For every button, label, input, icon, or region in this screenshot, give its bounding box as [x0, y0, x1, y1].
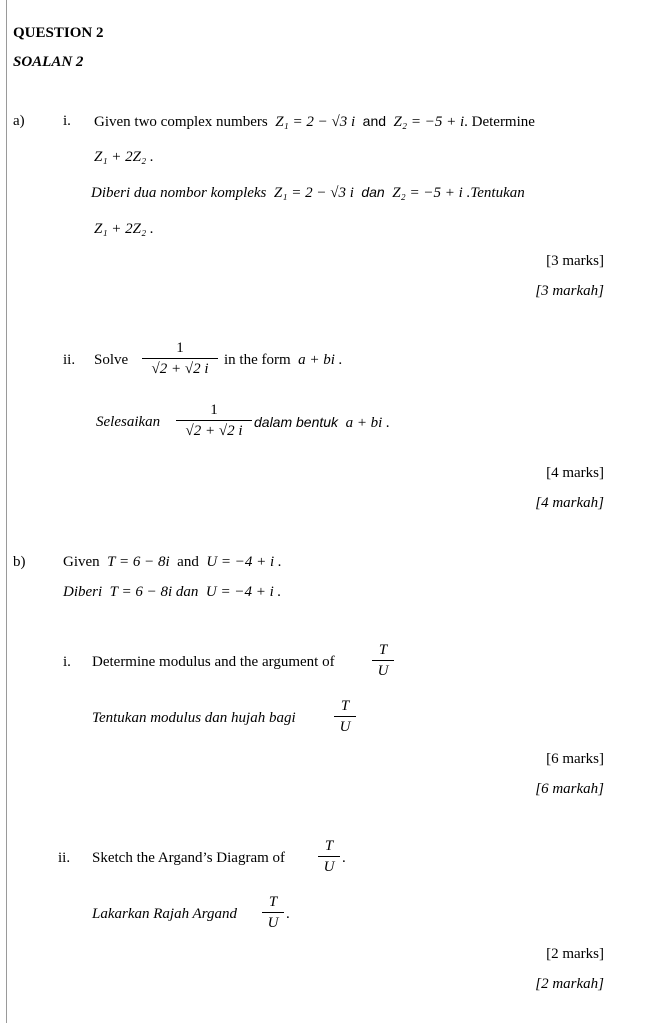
malay-text1: Diberi dua nombor kompleks: [91, 185, 267, 201]
selesaikan-word: Selesaikan: [96, 414, 161, 430]
part-b-given: [63, 553, 282, 571]
fraction-t-over-u-b-i: [372, 642, 394, 679]
t-numerator-b-ii-ms: T: [268, 894, 278, 910]
z1-definition: Z₁ = 2 − √3 i: [275, 114, 356, 130]
marks-a-ii-en: [4 marks]: [546, 465, 604, 481]
fraction-a-ii-en: [142, 340, 218, 377]
part-a-i-malay: [91, 183, 525, 202]
part-b-i-malay: Tentukan modulus dan hujah bagi: [92, 710, 296, 726]
a-bi-form: a + bi .: [298, 352, 343, 368]
fraction-a-ii-ms: [176, 402, 252, 439]
soalan-title: SOALAN 2: [13, 54, 84, 70]
dan-word: dan: [361, 184, 385, 200]
t-over-u-bar: [372, 660, 394, 661]
part-b-ii-malay: Lakarkan Rajah Argand: [92, 906, 237, 922]
marks-b-i-en: [6 marks]: [546, 751, 604, 767]
u-denominator-ms: U: [339, 719, 351, 735]
fraction-numerator-ms: 1: [210, 402, 218, 418]
u-denominator-b-ii-ms: U: [267, 915, 279, 931]
u-definition-ms: U = −4 + i .: [205, 584, 282, 600]
part-a-label: a): [13, 113, 25, 129]
question-title: QUESTION 2: [13, 25, 104, 41]
marks-b-i-ms: [6 markah]: [535, 781, 604, 797]
u-definition: U = −4 + i .: [206, 554, 282, 570]
period-b-ii-ms: .: [286, 906, 290, 922]
fraction-t-over-u-b-ii: [318, 838, 340, 875]
in-the-form-text: [224, 351, 342, 369]
fraction-bar: [142, 358, 218, 359]
dalam-bentuk-text: [254, 413, 390, 432]
u-denominator: U: [377, 663, 389, 679]
part-b-i-num: i.: [63, 654, 71, 670]
diberi-word: Diberi: [63, 584, 103, 600]
form-word: in the form: [224, 352, 291, 368]
part-a-i-num: i.: [63, 113, 71, 129]
marks-a-ii-ms: [4 markah]: [535, 495, 604, 511]
fraction-t-over-u-b-ii-ms: [262, 894, 284, 931]
z2-definition-ms: Z₂ = −5 + i: [392, 185, 463, 201]
part-b-ii-question: Sketch the Argand’s Diagram of: [92, 850, 286, 866]
t-definition-ms: T = 6 − 8i: [109, 584, 173, 600]
part-b-label: b): [13, 554, 26, 570]
t-definition: T = 6 − 8i: [107, 554, 170, 570]
part-b-i-question: Determine modulus and the argument of: [92, 654, 335, 670]
u-denominator-b-ii: U: [323, 859, 335, 875]
t-over-u-bar-b-ii-ms: [262, 912, 284, 913]
fraction-denominator-ms: √2 + √2 i: [185, 423, 243, 439]
part-b-diberi: [63, 583, 281, 601]
and-word-b: and: [177, 554, 199, 570]
z1-definition-ms: Z₁ = 2 − √3 i: [273, 185, 354, 201]
marks-a-i-ms: [3 markah]: [535, 283, 604, 299]
t-numerator-b-ii: T: [324, 838, 334, 854]
malay-text2: .Tentukan: [466, 185, 525, 201]
t-numerator: T: [378, 642, 388, 658]
marks-a-i-en: [3 marks]: [546, 253, 604, 269]
fraction-denominator: √2 + √2 i: [151, 361, 209, 377]
marks-b-ii-ms: [2 markah]: [535, 976, 604, 992]
t-over-u-bar-ms: [334, 716, 356, 717]
fraction-numerator: 1: [176, 340, 184, 356]
z2-definition: Z₂ = −5 + i: [393, 114, 465, 130]
solve-word: Solve: [94, 352, 129, 368]
z-expression-ms: Z₁ + 2Z₂ .: [94, 221, 154, 237]
a-bi-form-ms: a + bi .: [345, 415, 390, 431]
given-word: Given: [63, 554, 100, 570]
dalam-bentuk-word: dalam bentuk: [254, 414, 339, 430]
t-over-u-bar-b-ii: [318, 856, 340, 857]
fraction-t-over-u-b-i-ms: [334, 698, 356, 735]
z-expression-en: Z₁ + 2Z₂ .: [94, 149, 154, 165]
and-word: and: [362, 113, 387, 129]
left-margin-line: [6, 0, 7, 1023]
t-numerator-ms: T: [340, 698, 350, 714]
part-a-ii-num: ii.: [63, 352, 76, 368]
part-a-i-text1: Given two complex numbers: [94, 114, 268, 130]
marks-b-ii-en: [2 marks]: [546, 946, 604, 962]
part-b-ii-num: ii.: [58, 850, 71, 866]
dan-word-b: dan: [175, 584, 199, 600]
part-a-i-text2: . Determine: [464, 114, 535, 130]
part-a-i-question: [94, 112, 535, 131]
fraction-bar-ms: [176, 420, 252, 421]
period-b-ii: .: [342, 850, 346, 866]
